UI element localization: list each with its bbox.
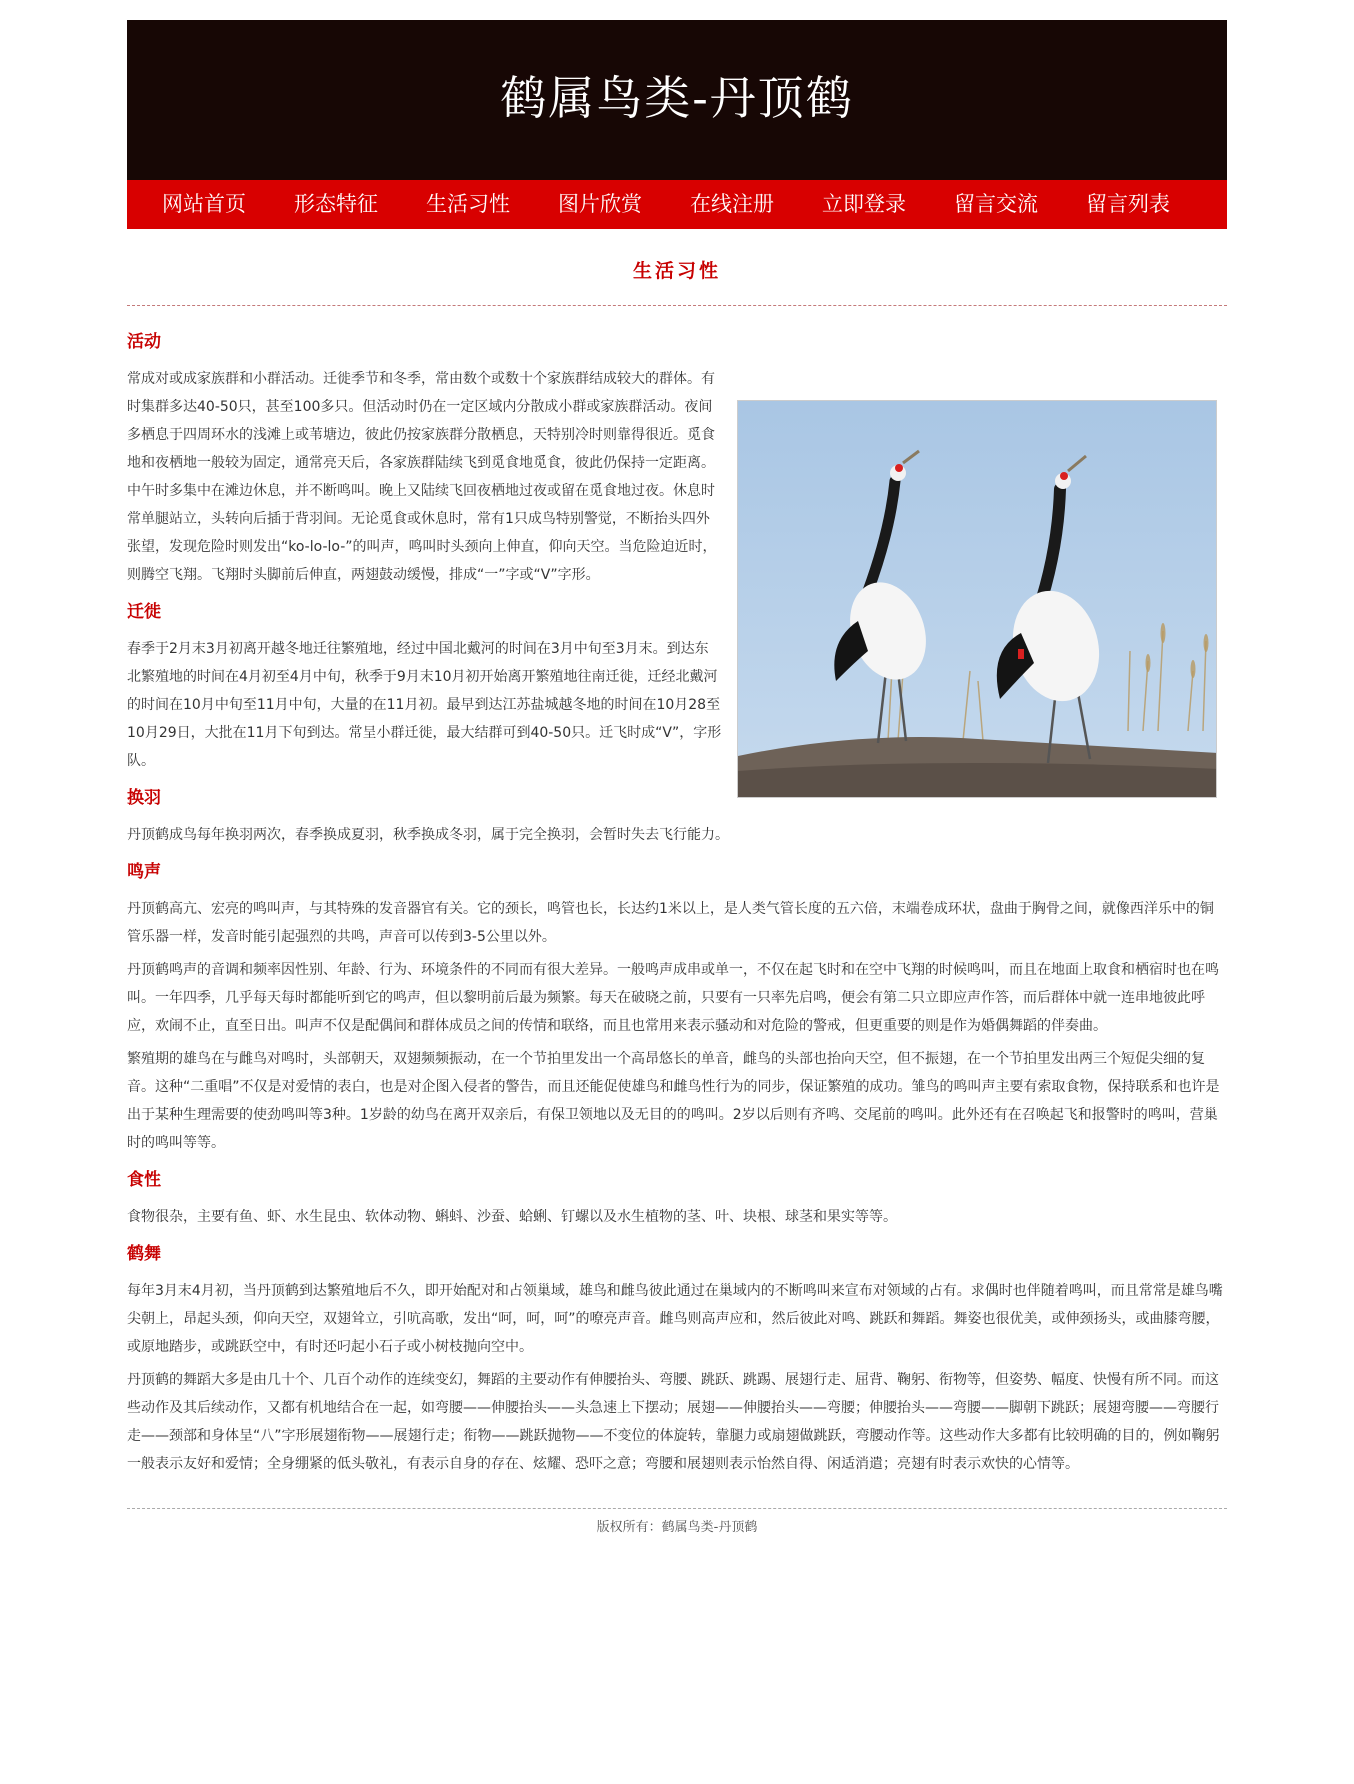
section-heading: 鹤舞 xyxy=(127,1244,161,1264)
section-paragraph: 丹顶鹤高亢、宏亮的鸣叫声，与其特殊的发音器官有关。它的颈长，鸣管也长，长达约1米以上，是人类气管长度的五六倍，末端卷成环状，盘曲于胸骨之间，就像西洋乐中的铜管乐器一样，发音时能引起强烈的共鸣，声音可以传到3-5公里以外。 xyxy=(127,901,1214,945)
section-heading: 食性 xyxy=(127,1170,161,1190)
section-paragraph: 丹顶鹤的舞蹈大多是由几十个、几百个动作的连续变幻，舞蹈的主要动作有伸腰抬头、弯腰、跳跃、跳踢、展翅行走、屈背、鞠躬、衔物等，但姿势、幅度、快慢有所不同。而这些动作及其后续动作，又都有机地结合在一起，如弯腰——伸腰抬头——头急速上下摆动；展翅——伸腰抬头——弯腰；伸腰抬头——弯腰——脚朝下跳跃；展翅弯腰——弯腰行走——颈部和身体呈“八”字形展翅衔物——展翅行走；衔物——跳跃抛物——不变位的体旋转，靠腿力或扇翅做跳跃，弯腰动作等。这些动作大多都有比较明确的目的，例如鞠躬一般表示友好和爱情；全身绷紧的低头敬礼，有表示自身的存在、炫耀、恐吓之意；弯腰和展翅则表示怡然自得、闲适消遣；亮翅有时表示欢快的心情等。 xyxy=(127,1372,1220,1472)
section-paragraph: 每年3月末4月初，当丹顶鹤到达繁殖地后不久，即开始配对和占领巢域，雄鸟和雌鸟彼此通过在巢域内的不断鸣叫来宣布对领域的占有。求偶时也伴随着鸣叫，而且常常是雄鸟嘴尖朝上，昂起头颈，仰向天空，双翅耸立，引吭高歌，发出“呵，呵，呵”的嘹亮声音。雌鸟则高声应和，然后彼此对鸣、跳跃和舞蹈。舞姿也很优美，或伸颈扬头，或曲膝弯腰，或原地踏步，或跳跃空中，有时还叼起小石子或小树枝抛向空中。 xyxy=(127,1283,1223,1355)
section-paragraph: 常成对或成家族群和小群活动。迁徙季节和冬季，常由数个或数十个家族群结成较大的群体。有时集群多达40-50只，甚至100多只。但活动时仍在一定区域内分散成小群或家族群活动。夜间多栖息于四周环水的浅滩上或苇塘边，彼此仍按家族群分散栖息，天特别冷时则靠得很近。觅食地和夜栖地一般较为固定，通常亮天后，各家族群陆续飞到觅食地觅食，彼此仍保持一定距离。中午时多集中在滩边休息，并不断鸣叫。晚上又陆续飞回夜栖地过夜或留在觅食地过夜。休息时常单腿站立，头转向后插于背羽间。无论觅食或休息时，常有1只成鸟特别警觉，不断抬头四外张望，发现危险时则发出“ko-lo-lo-”的叫声，鸣叫时头颈向上伸直，仰向天空。当危险迫近时，则腾空飞翔。飞翔时头脚前后伸直，两翅鼓动缓慢，排成“一”字或“V”字形。 xyxy=(127,371,717,583)
section-paragraph: 食物很杂，主要有鱼、虾、水生昆虫、软体动物、蝌蚪、沙蚕、蛤蜊、钉螺以及水生植物的茎、叶、块根、球茎和果实等等。 xyxy=(127,1209,897,1225)
section-heading: 活动 xyxy=(127,332,161,352)
site-footer xyxy=(127,1508,1227,1588)
section-heading: 换羽 xyxy=(127,788,161,808)
section-call xyxy=(127,854,1227,1157)
section-paragraph: 丹顶鹤鸣声的音调和频率因性别、年龄、行为、环境条件的不同而有很大差异。一般鸣声成串或单一，不仅在起飞时和在空中飞翔的时候鸣叫，而且在地面上取食和栖宿时也在鸣叫。一年四季，几乎每天每时都能听到它的鸣声，但以黎明前后最为频繁。每天在破晓之前，只要有一只率先启鸣，便会有第二只立即应声作答，而后群体中就一连串地彼此呼应，欢闹不止，直至日出。叫声不仅是配偶间和群体成员之间的传情和联络，而且也常用来表示骚动和对危险的警戒，但更重要的则是作为婚偶舞蹈的伴奏曲。 xyxy=(127,962,1219,1034)
section-diet xyxy=(127,1162,1227,1231)
nav-message[interactable]: 留言交流 xyxy=(954,192,1038,216)
section-paragraph: 繁殖期的雄鸟在与雌鸟对鸣时，头部朝天，双翅频频振动，在一个节拍里发出一个高昂悠长的单音，雌鸟的头部也抬向天空，但不振翅，在一个节拍里发出两三个短促尖细的复音。这种“二重唱”不仅是对爱情的表白，也是对企图入侵者的警告，而且还能促使雄鸟和雌鸟性行为的同步，保证繁殖的成功。雏鸟的鸣叫声主要有索取食物，保持联系和也许是出于某种生理需要的使劲鸣叫等3种。1岁龄的幼鸟在离开双亲后，有保卫领地以及无目的的鸣叫。2岁以后则有齐鸣、交尾前的鸣叫。此外还有在召唤起飞和报警时的鸣叫，营巢时的鸣叫等等。 xyxy=(127,1051,1220,1151)
nav-message-list[interactable]: 留言列表 xyxy=(1086,192,1170,216)
nav-home[interactable]: 网站首页 xyxy=(162,192,246,216)
site-title: 鹤属鸟类-丹顶鹤 xyxy=(500,71,854,125)
nav-habits[interactable]: 生活习性 xyxy=(426,192,510,216)
page-wrapper xyxy=(127,20,1227,1588)
copyright-text: 版权所有：鹤属鸟类-丹顶鹤 xyxy=(596,1520,758,1535)
page-title-bar xyxy=(127,229,1227,306)
site-banner xyxy=(127,20,1227,180)
section-paragraph: 春季于2月末3月初离开越冬地迁往繁殖地，经过中国北戴河的时间在3月中旬至3月末。到达东北繁殖地的时间在4月初至4月中旬，秋季于9月末10月初开始离开繁殖地往南迁徙，迁经北戴河的时间在10月中旬至11月中旬，大量的在11月初。最早到达江苏盐城越冬地的时间在10月28至10月29日，大批在11月下旬到达。常呈小群迁徙，最大结群可到40-50只。迁飞时成“V”，字形队。 xyxy=(127,641,722,769)
nav-features[interactable]: 形态特征 xyxy=(294,192,378,216)
crane-photo-illustration xyxy=(738,401,1217,798)
nav-login[interactable]: 立即登录 xyxy=(822,192,906,216)
section-dance xyxy=(127,1236,1227,1478)
main-nav xyxy=(127,180,1227,229)
page-title: 生活习性 xyxy=(632,260,721,282)
crane-photo xyxy=(737,400,1217,798)
nav-register[interactable]: 在线注册 xyxy=(690,192,774,216)
section-paragraph: 丹顶鹤成鸟每年换羽两次，春季换成夏羽，秋季换成冬羽，属于完全换羽，会暂时失去飞行能力。 xyxy=(127,827,729,843)
section-heading: 迁徙 xyxy=(127,602,161,622)
section-heading: 鸣声 xyxy=(127,862,161,882)
nav-gallery[interactable]: 图片欣赏 xyxy=(558,192,642,216)
